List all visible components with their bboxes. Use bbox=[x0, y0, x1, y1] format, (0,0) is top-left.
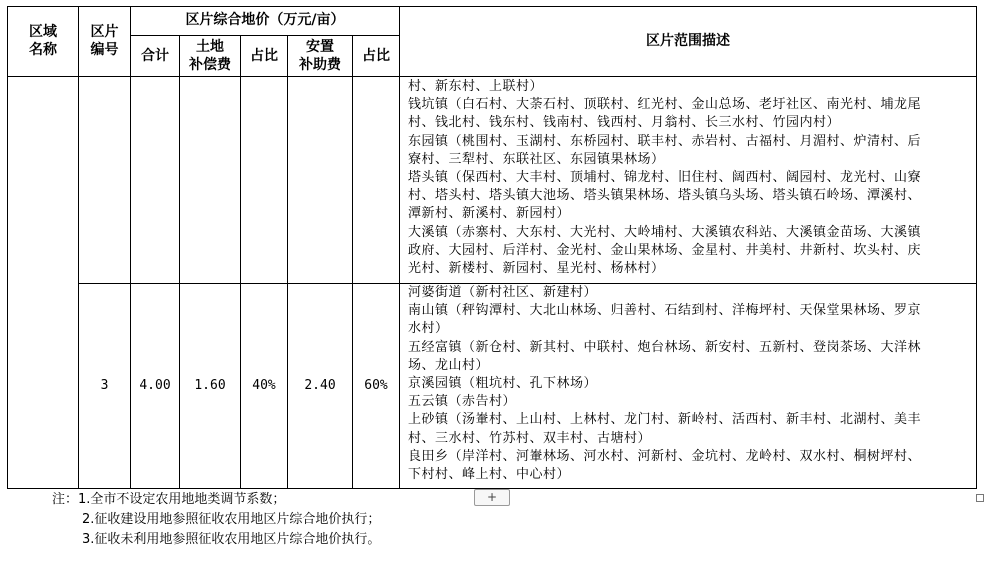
col-divider-4 bbox=[240, 35, 241, 489]
row3-total: 4.00 bbox=[139, 378, 171, 393]
header-ratio-2: 占比 bbox=[362, 48, 390, 64]
description-line: 五经富镇（新仓村、新其村、中联村、炮台林场、新安村、五新村、登岗茶场、大洋林 bbox=[408, 339, 922, 355]
table-resize-handle[interactable] bbox=[976, 494, 984, 502]
description-line: 下村村、峰上村、中心村） bbox=[408, 466, 571, 482]
header-price-group: 区片综合地价（万元/亩） bbox=[185, 12, 345, 28]
col-divider-7 bbox=[399, 6, 400, 489]
description-line: 塔头镇（保西村、大丰村、顶埔村、锦龙村、旧住村、阔西村、阔园村、龙光村、山寮 bbox=[408, 169, 922, 185]
add-row-button[interactable]: + bbox=[474, 489, 510, 506]
header-zone-number-line1: 区片 bbox=[90, 24, 119, 40]
note-3: 3.征收未利用地参照征收农用地区片综合地价执行。 bbox=[82, 532, 381, 547]
col-divider-2 bbox=[130, 6, 131, 489]
col-divider-1 bbox=[78, 6, 79, 489]
row3-zone-number: 3 bbox=[100, 378, 109, 393]
description-line: 村、钱北村、钱东村、钱南村、钱西村、月翁村、长三水村、竹园内村） bbox=[408, 115, 841, 131]
description-line: 大溪镇（赤寨村、大东村、大光村、大岭埔村、大溪镇农科站、大溪镇金苗场、大溪镇 bbox=[408, 224, 922, 240]
col-divider-3 bbox=[179, 35, 180, 489]
header-total: 合计 bbox=[141, 48, 169, 64]
header-region-name-line1: 区域 bbox=[29, 24, 57, 40]
description-line: 五云镇（赤告村） bbox=[408, 394, 517, 410]
description-line: 上砂镇（汤輋村、上山村、上林村、龙门村、新岭村、活西村、新丰村、北湖村、美丰 bbox=[408, 412, 922, 428]
header-bottom-rule bbox=[7, 76, 977, 77]
header-region-name-line2: 名称 bbox=[29, 42, 57, 58]
description-line: 潭新村、新溪村、新园村） bbox=[408, 206, 571, 222]
description-line: 村、新东村、上联村） bbox=[408, 79, 544, 94]
description-line: 水村） bbox=[408, 321, 449, 337]
description-line: 良田乡（岸洋村、河輋林场、河水村、河新村、金坑村、龙岭村、双水村、桐树坪村、 bbox=[408, 448, 922, 464]
header-subdivider bbox=[130, 35, 399, 36]
table-row-3-description bbox=[408, 284, 968, 484]
row3-land-compensation: 1.60 bbox=[194, 378, 226, 393]
description-line: 场、龙山村） bbox=[408, 357, 490, 373]
header-region-name bbox=[7, 23, 79, 59]
header-ratio-1: 占比 bbox=[250, 48, 278, 64]
description-line: 南山镇（秤钩潭村、大北山林场、归善村、石结到村、洋梅坪村、天保堂果林场、罗京 bbox=[408, 303, 922, 319]
description-line: 政府、大园村、后洋村、金光村、金山果林场、金星村、井美村、井新村、坎头村、庆 bbox=[408, 242, 922, 258]
header-zone-number bbox=[78, 23, 131, 59]
table-border-top bbox=[7, 6, 977, 7]
header-resettlement-subsidy-line1: 安置 bbox=[306, 39, 334, 55]
header-resettlement-subsidy bbox=[287, 38, 353, 74]
table-border-right bbox=[976, 6, 977, 489]
header-zone-number-line2: 编号 bbox=[90, 42, 119, 58]
description-line: 光村、新楼村、新园村、星光村、杨林村） bbox=[408, 260, 665, 276]
description-line: 东园镇（桃围村、玉湖村、东桥园村、联丰村、赤岩村、古福村、月湄村、炉清村、后 bbox=[408, 133, 922, 149]
description-line: 京溪园镇（粗坑村、孔下林场） bbox=[408, 375, 598, 391]
description-line: 钱坑镇（白石村、大荼石村、顶联村、红光村、金山总场、老圩社区、南光村、埔龙尾 bbox=[408, 97, 922, 113]
description-line: 村、三水村、竹苏村、双丰村、古塘村） bbox=[408, 430, 652, 446]
note-2: 2.征收建设用地参照征收农用地区片综合地价执行； bbox=[82, 512, 381, 527]
header-land-compensation-line2: 补偿费 bbox=[189, 57, 231, 73]
header-description: 区片范围描述 bbox=[646, 33, 730, 49]
row3-ratio-2: 60% bbox=[364, 378, 388, 393]
description-line: 村、塔头村、塔头镇大池场、塔头镇果林场、塔头镇乌头场、塔头镇石岭场、潭溪村、 bbox=[408, 188, 922, 204]
row3-ratio-1: 40% bbox=[252, 378, 276, 393]
col-divider-6 bbox=[352, 35, 353, 489]
table-row-prev-description bbox=[408, 78, 968, 278]
col-divider-5 bbox=[287, 35, 288, 489]
header-land-compensation bbox=[179, 38, 241, 74]
description-line: 寮村、三犁村、东联社区、东园镇果林场） bbox=[408, 151, 665, 167]
header-land-compensation-line1: 土地 bbox=[196, 39, 224, 55]
note-1: 注：1.全市不设定农用地地类调节系数； bbox=[52, 492, 286, 507]
header-resettlement-subsidy-line2: 补助费 bbox=[299, 57, 341, 73]
description-line: 河婆街道（新村社区、新建村） bbox=[408, 285, 598, 300]
table-border-left bbox=[7, 6, 8, 489]
row3-resettlement-subsidy: 2.40 bbox=[304, 378, 336, 393]
